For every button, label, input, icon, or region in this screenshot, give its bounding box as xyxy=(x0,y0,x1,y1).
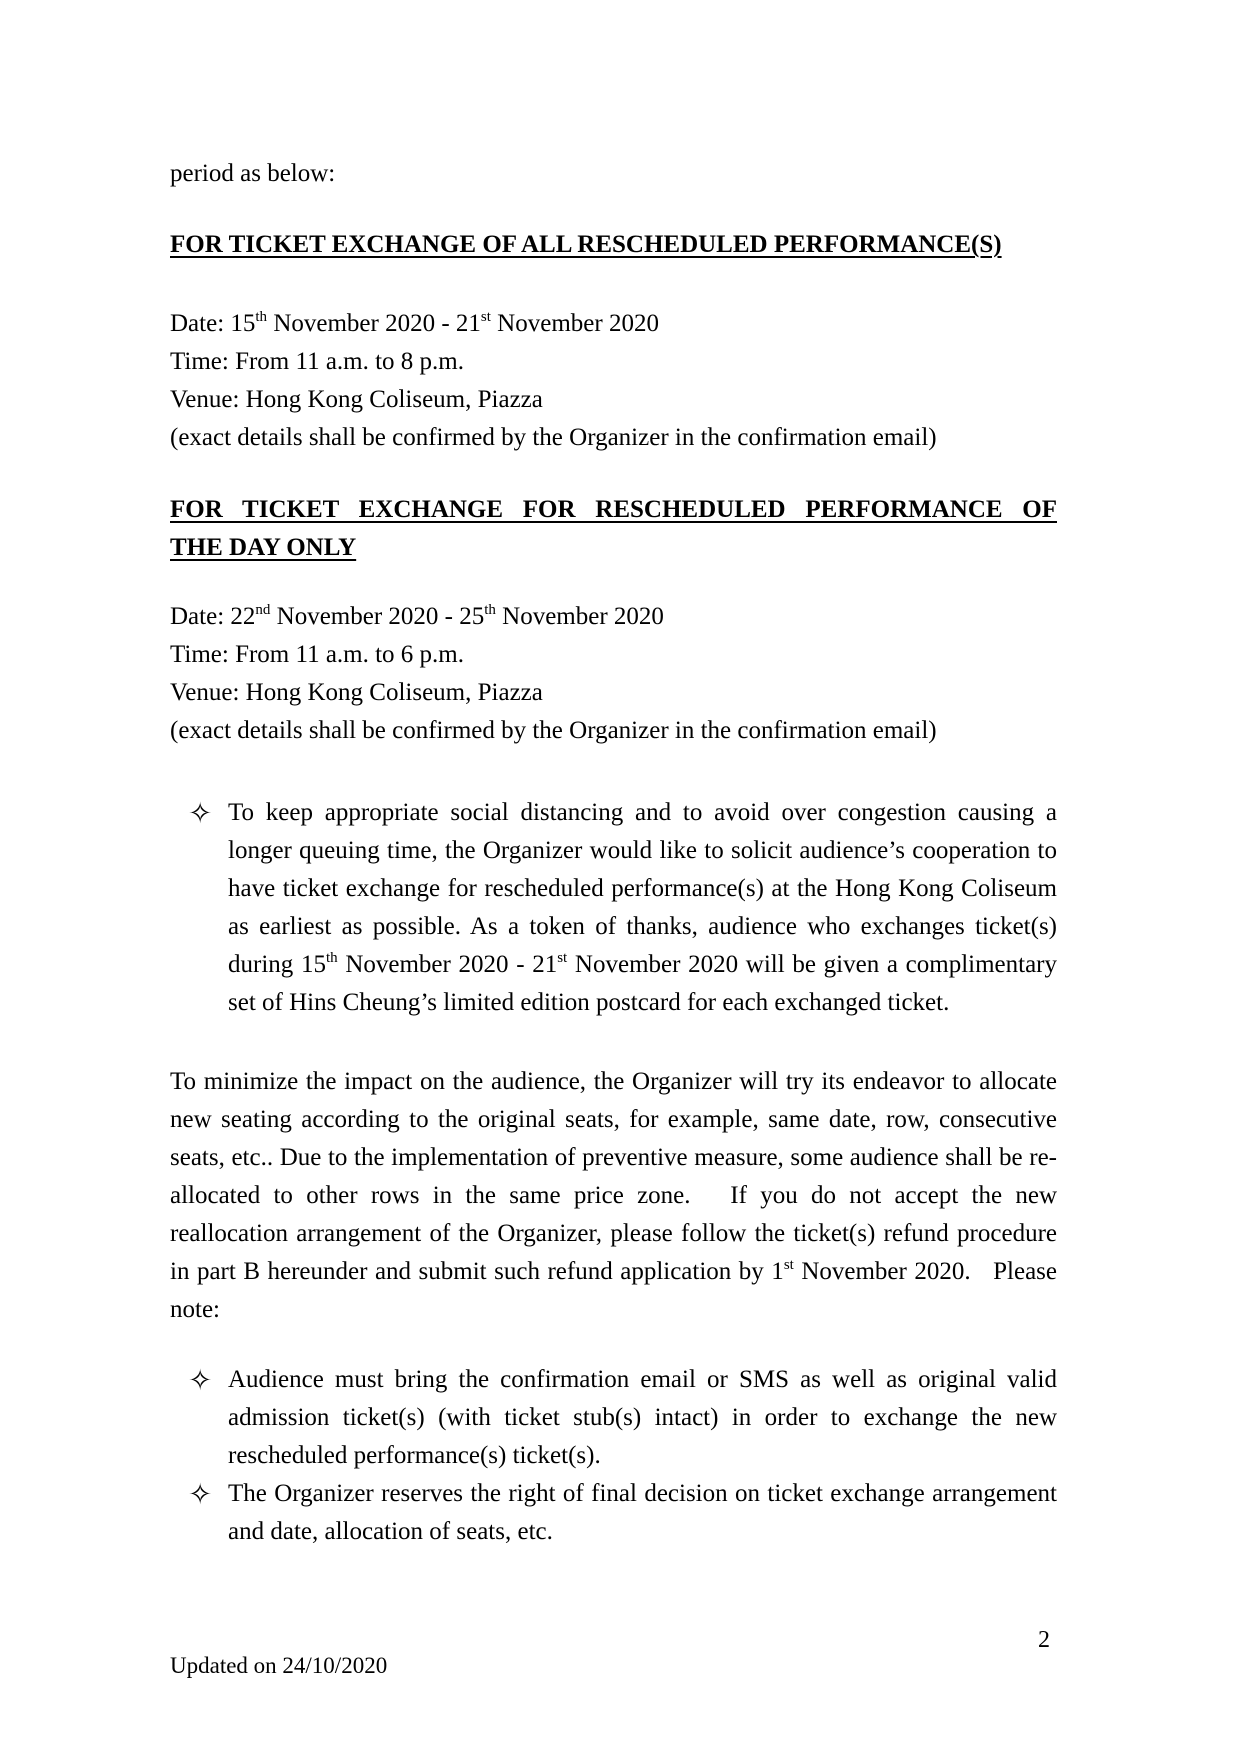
ordinal-superscript: th xyxy=(484,602,496,618)
bullet-text-part: November 2020 will be given a complimentary set of Hins Cheung’s limited edition postcard for each exchanged ticket. xyxy=(228,951,1057,1016)
ordinal-superscript: st xyxy=(480,309,491,325)
diamond-bullet-icon: ✧ xyxy=(188,1477,213,1511)
bullet-text-bring-confirmation: Audience must bring the confirmation email or SMS as well as original valid admission ticket(s) (with ticket stub(s) intact) in order to exchange the new rescheduled performance(s) ticket(s). xyxy=(228,1366,1057,1469)
date-text-part: November 2020 - 21 xyxy=(267,310,481,337)
date-text-part: November 2020 xyxy=(490,310,659,337)
section1-note-line: (exact details shall be confirmed by the Organizer in the confirmation email) xyxy=(170,424,937,451)
section1-details xyxy=(170,305,1057,457)
date-text-part: Date: 15 xyxy=(170,310,256,337)
bullet-text-early-exchange xyxy=(228,794,1057,1022)
ordinal-superscript: st xyxy=(783,1257,794,1273)
section1-time-line: Time: From 11 a.m. to 8 p.m. xyxy=(170,348,465,375)
bullet-text-final-decision: The Organizer reserves the right of final decision on ticket exchange arrangement and date, allocation of seats, etc. xyxy=(228,1480,1057,1545)
date-text-part: November 2020 - 25 xyxy=(270,603,485,630)
section2-heading-line1-text: FOR TICKET EXCHANGE FOR RESCHEDULED PERFORMANCE OF xyxy=(170,496,1057,523)
section1-heading xyxy=(170,226,1057,264)
ordinal-superscript: st xyxy=(557,950,568,966)
section2-time-line: Time: From 11 a.m. to 6 p.m. xyxy=(170,641,465,668)
bullet-text-part: November 2020 - 21 xyxy=(337,951,558,978)
intro-text: period as below: xyxy=(170,160,336,187)
paragraph-text-part: November 2020. Please note: xyxy=(170,1258,1057,1323)
ordinal-superscript: nd xyxy=(255,602,271,618)
page-number: 2 xyxy=(1038,1627,1050,1653)
bullet-text-part: To keep appropriate social distancing and to avoid over congestion causing a longer queuing time, the Organizer would like to solicit audience’s cooperation to have ticket exchange for rescheduled performance(s) at the Hong Kong Coliseum as earliest as possible. As a token of thanks, audience who exchanges ticket(s) during 15 xyxy=(228,799,1057,978)
diamond-bullet-icon: ✧ xyxy=(188,1363,213,1397)
ordinal-superscript: th xyxy=(255,309,268,325)
date-text-part: Date: 22 xyxy=(170,603,256,630)
paragraph-text-part: To minimize the impact on the audience, the Organizer will try its endeavor to allocate new seating according to the original seats, for example, same date, row, consecutive seats, etc.. Due to the implementation of preventive measure, some audience shall be re-allocated to other rows in the same price zone. If you do not accept the new reallocation arrangement of the Organizer, please follow the ticket(s) refund procedure in part B hereunder and submit such refund application by 1 xyxy=(170,1068,1057,1285)
section2-heading xyxy=(170,491,1057,567)
ordinal-superscript: th xyxy=(325,950,338,966)
section1-venue-line: Venue: Hong Kong Coliseum, Piazza xyxy=(170,386,543,413)
section1-heading-text: FOR TICKET EXCHANGE OF ALL RESCHEDULED PERFORMANCE(S) xyxy=(170,231,1002,258)
diamond-bullet-icon: ✧ xyxy=(188,796,213,830)
section2-heading-line2 xyxy=(170,529,1057,567)
section2-date-line xyxy=(170,598,1057,636)
date-text-part: November 2020 xyxy=(495,603,664,630)
section1-date-line xyxy=(170,305,1057,343)
document-body xyxy=(170,155,1057,1551)
bullet-item-bring-confirmation xyxy=(170,1361,1057,1475)
section2-details xyxy=(170,598,1057,750)
section2-heading-line2-text: THE DAY ONLY xyxy=(170,534,357,561)
reallocation-paragraph xyxy=(170,1063,1057,1329)
footer-updated-date: Updated on 24/10/2020 xyxy=(170,1653,388,1678)
section2-heading-line1 xyxy=(170,491,1057,529)
section2-venue-line: Venue: Hong Kong Coliseum, Piazza xyxy=(170,679,543,706)
section2-note-line: (exact details shall be confirmed by the Organizer in the confirmation email) xyxy=(170,717,937,744)
bullet-item-early-exchange xyxy=(170,794,1057,1022)
bullet-item-final-decision xyxy=(170,1475,1057,1551)
